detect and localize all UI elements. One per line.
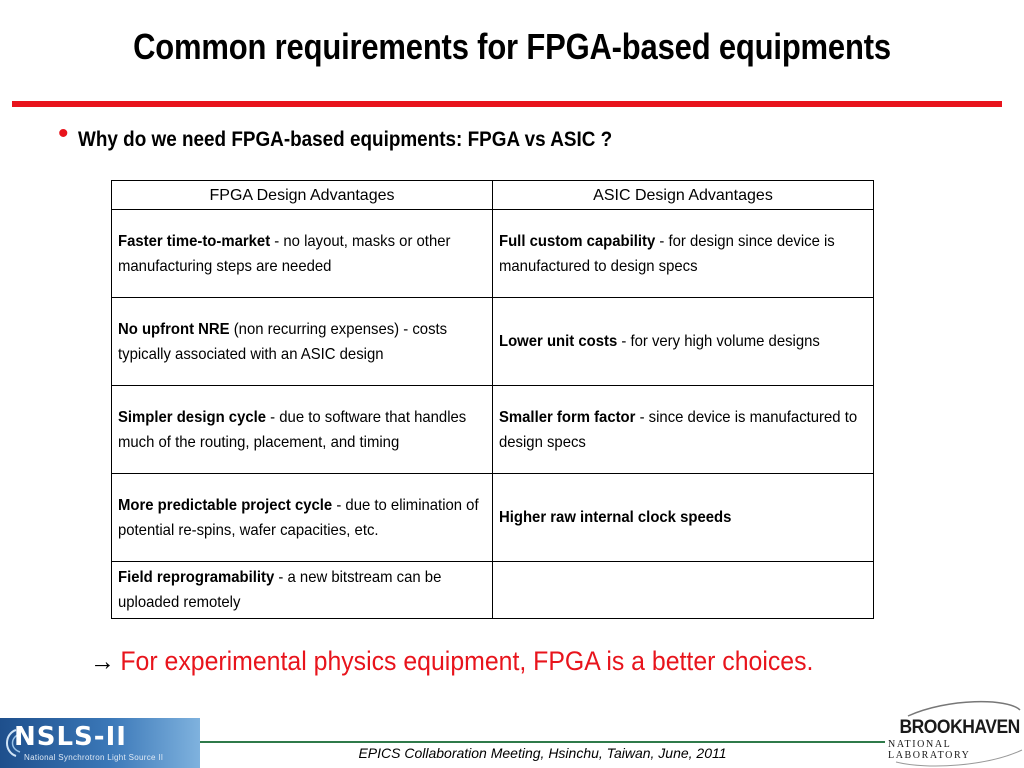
comparison-table bbox=[111, 180, 874, 619]
conclusion-line bbox=[90, 643, 813, 679]
footer-text: EPICS Collaboration Meeting, Hsinchu, Taiwan, June, 2011 bbox=[358, 745, 727, 761]
fpga-cell: Faster time-to-market - no layout, masks or other manufacturing steps are needed bbox=[112, 210, 493, 298]
table-row bbox=[112, 210, 874, 298]
asic-cell: Higher raw internal clock speeds bbox=[493, 474, 874, 562]
slide-title: Common requirements for FPGA-based equipments bbox=[133, 26, 891, 67]
header-asic: ASIC Design Advantages bbox=[493, 181, 874, 210]
asic-cell: Full custom capability - for design since device is manufactured to design specs bbox=[493, 210, 874, 298]
bullet-dot-icon: • bbox=[58, 117, 69, 150]
nsls-subtitle: National Synchrotron Light Source II bbox=[24, 753, 164, 762]
title-underline bbox=[12, 101, 1002, 107]
fpga-cell: No upfront NRE (non recurring expenses) - costs typically associated with an ASIC design bbox=[112, 298, 493, 386]
header-fpga: FPGA Design Advantages bbox=[112, 181, 493, 210]
asic-cell bbox=[493, 562, 874, 619]
table-row bbox=[112, 298, 874, 386]
table-row bbox=[112, 562, 874, 619]
footer-divider bbox=[200, 741, 885, 743]
brookhaven-name: BROOKHAVEN bbox=[899, 717, 1020, 738]
table-row bbox=[112, 386, 874, 474]
asic-cell: Smaller form factor - since device is manufactured to design specs bbox=[493, 386, 874, 474]
brookhaven-logo bbox=[888, 700, 1024, 768]
table-header-row bbox=[112, 181, 874, 210]
right-arrow-icon: → bbox=[90, 646, 115, 676]
brookhaven-subtitle: NATIONAL LABORATORY bbox=[888, 739, 971, 761]
conclusion-text: For experimental physics equipment, FPGA is a better choices. bbox=[120, 646, 814, 676]
bullet-item bbox=[58, 117, 958, 158]
table-row bbox=[112, 474, 874, 562]
asic-cell: Lower unit costs - for very high volume designs bbox=[493, 298, 874, 386]
nsls-logo-text: NSLS-II bbox=[14, 722, 127, 752]
fpga-cell: More predictable project cycle - due to elimination of potential re-spins, wafer capacities, etc. bbox=[112, 474, 493, 562]
fpga-cell: Simpler design cycle - due to software that handles much of the routing, placement, and timing bbox=[112, 386, 493, 474]
bullet-text: Why do we need FPGA-based equipments: FPGA vs ASIC ? bbox=[78, 128, 613, 151]
fpga-cell: Field reprogramability - a new bitstream can be uploaded remotely bbox=[112, 562, 493, 619]
nsls-logo bbox=[0, 718, 200, 768]
